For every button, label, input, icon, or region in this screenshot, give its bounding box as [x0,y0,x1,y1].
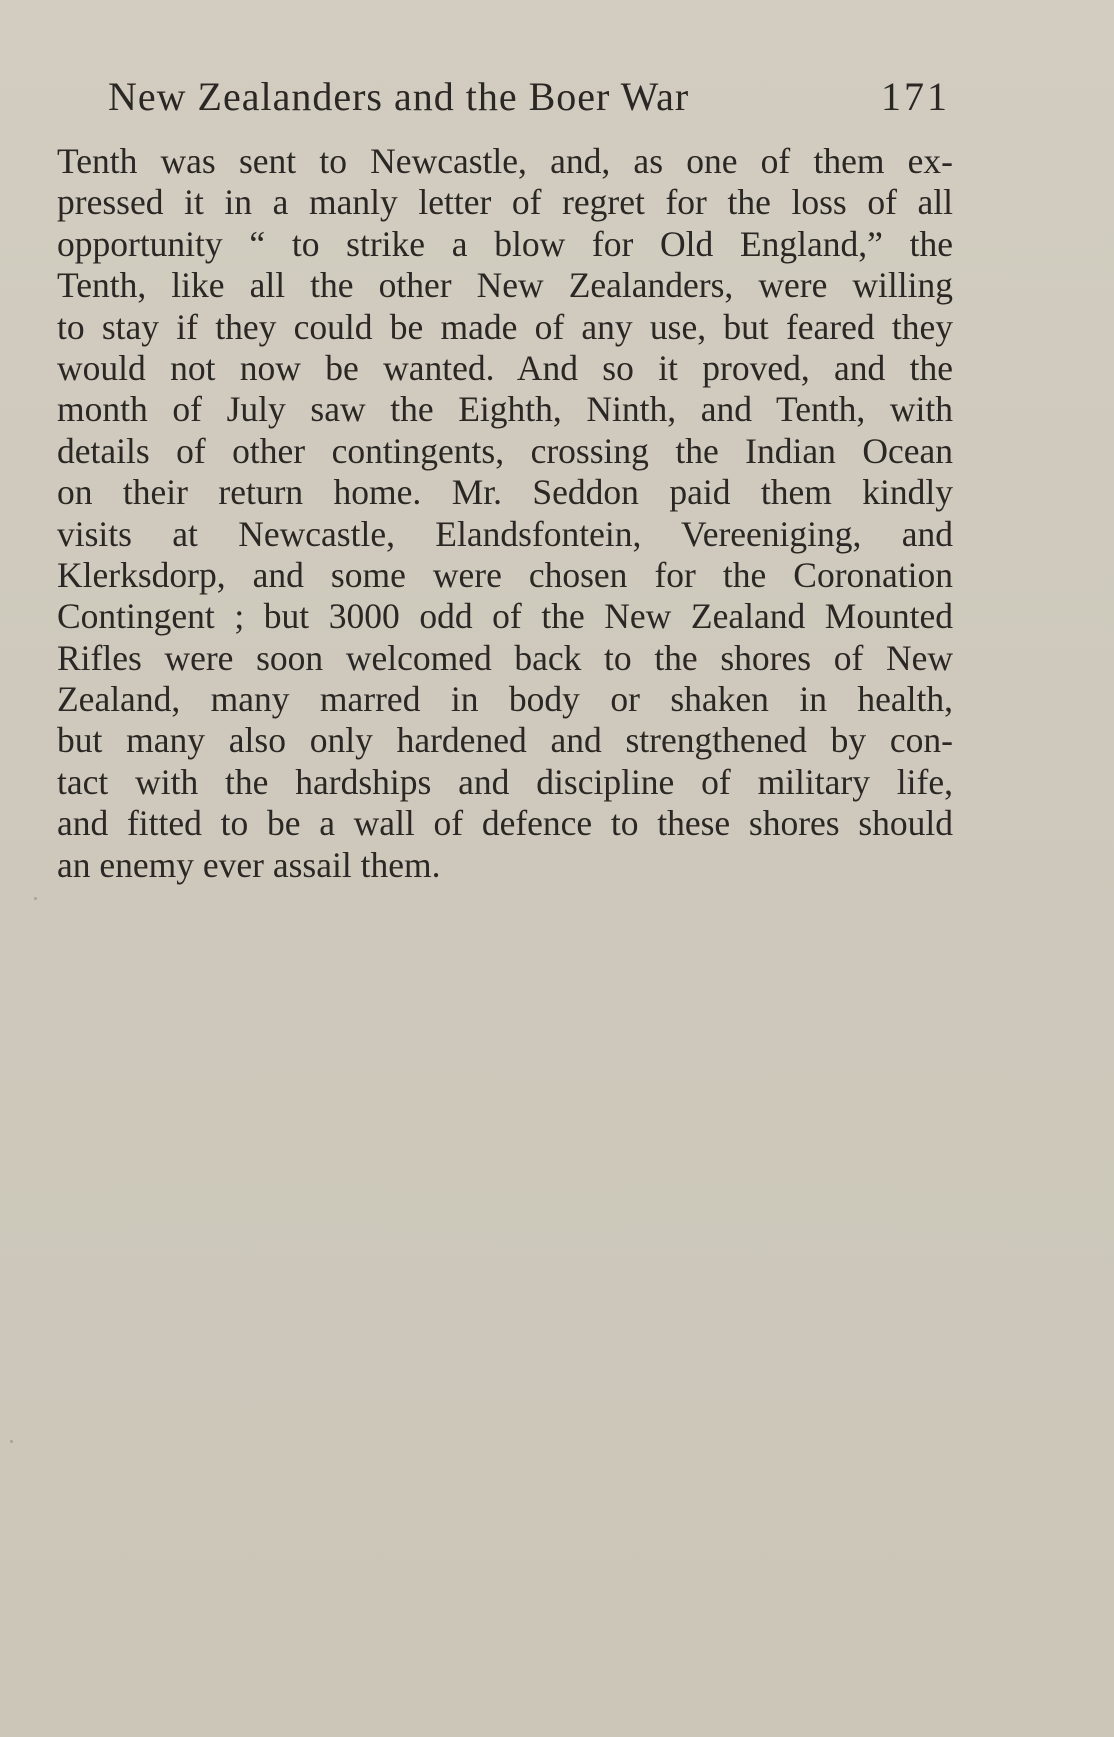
text-line: details of other contingents, crossing the Indian Ocean [57,430,953,471]
text-line: opportunity “ to strike a blow for Old England,” the [57,223,953,264]
text-line: pressed it in a manly letter of regret for the loss of all [57,182,953,223]
body-paragraph [57,141,953,886]
text-line: Rifles were soon welcomed back to the shores of New [57,637,953,678]
text-line: visits at Newcastle, Elandsfontein, Vereeniging, and [57,513,953,554]
paper-speck [10,1440,13,1443]
text-line: Tenth, like all the other New Zealanders, were willing [57,265,953,306]
text-line: Klerksdorp, and some were chosen for the Coronation [57,554,953,595]
text-line: Zealand, many marred in body or shaken in health, [57,679,953,720]
text-line: and fitted to be a wall of defence to these shores should [57,803,953,844]
running-title: New Zealanders and the Boer War [108,74,690,119]
text-line: would not now be wanted. And so it proved, and the [57,347,953,388]
text-line: to stay if they could be made of any use, but feared they [57,306,953,347]
text-line: month of July saw the Eighth, Ninth, and Tenth, with [57,389,953,430]
text-line: Tenth was sent to Newcastle, and, as one of them ex- [57,141,953,181]
text-line-last: an enemy ever assail them. [57,844,441,885]
page-number: 171 [881,74,950,119]
text-line: on their return home. Mr. Seddon paid them kindly [57,472,953,513]
running-head [108,72,950,122]
text-line: Contingent ; but 3000 odd of the New Zealand Mounted [57,596,953,637]
paper-speck [34,897,37,900]
text-line: but many also only hardened and strengthened by con- [57,720,953,761]
text-line: tact with the hardships and discipline of military life, [57,761,953,802]
